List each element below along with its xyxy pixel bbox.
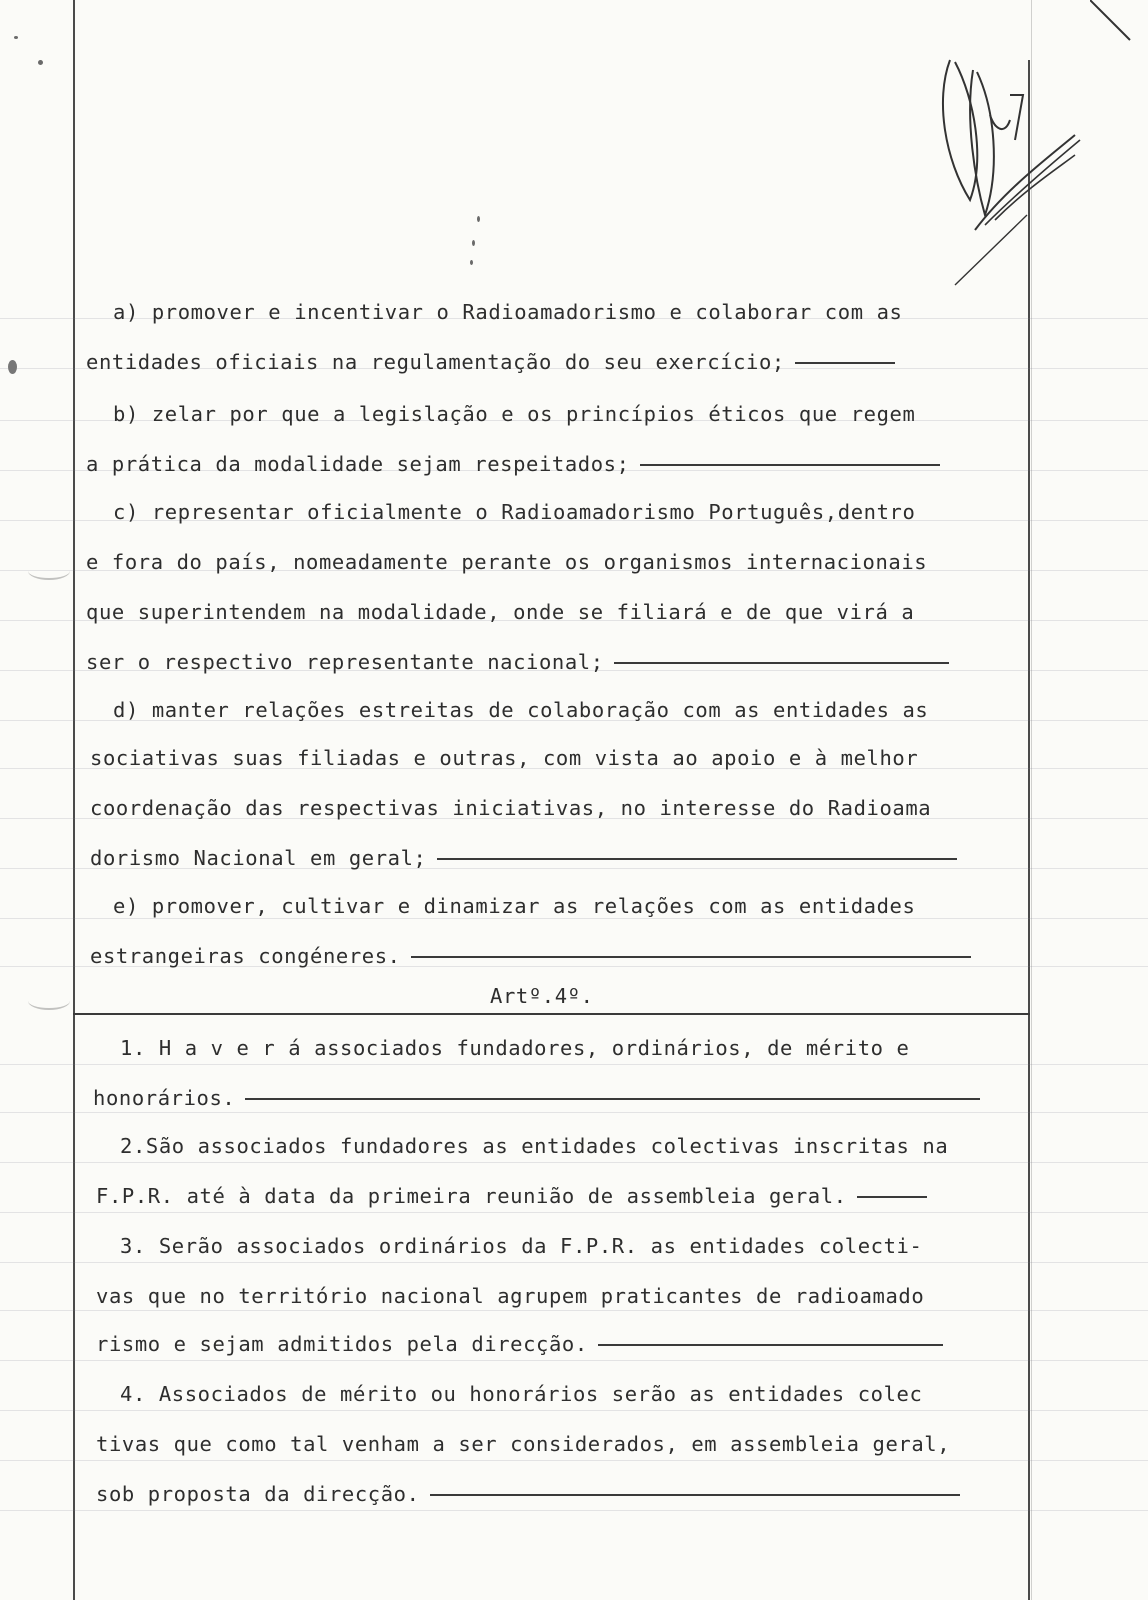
paper-rule xyxy=(0,1460,1148,1461)
paper-speck xyxy=(472,240,475,246)
handwritten-signature xyxy=(915,40,1100,290)
paper-rule xyxy=(0,1064,1148,1065)
paragraph-3-line-1: 3. Serão associados ordinários da F.P.R. as entidades colecti- xyxy=(120,1234,923,1258)
paper-speck xyxy=(14,36,18,39)
paragraph-2-line-2: F.P.R. até à data da primeira reunião de assembleia geral. xyxy=(96,1184,927,1208)
paper-rule xyxy=(0,918,1148,919)
clause-d-line-3: coordenação das respectivas iniciativas, no interesse do Radioama xyxy=(90,796,932,820)
paper-rule xyxy=(0,1310,1148,1311)
clause-a-line-2: entidades oficiais na regulamentação do seu exercício; xyxy=(86,350,895,374)
clause-d-line-1: d) manter relações estreitas de colaboração com as entidades as xyxy=(113,698,929,722)
clause-e-line-1: e) promover, cultivar e dinamizar as relações com as entidades xyxy=(113,894,916,918)
paragraph-1-line-2: honorários. xyxy=(93,1086,980,1110)
clause-d-line-4: dorismo Nacional em geral; xyxy=(90,846,957,870)
paper-speck xyxy=(38,60,43,65)
clause-d-line-2: sociativas suas filiadas e outras, com vista ao apoio e à melhor xyxy=(90,746,919,770)
clause-c-line-1: c) representar oficialmente o Radioamadorismo Português,dentro xyxy=(113,500,916,524)
paper-speck xyxy=(8,360,17,374)
paper-rule xyxy=(0,1112,1148,1113)
paragraph-4-line-1: 4. Associados de mérito ou honorários serão as entidades colec xyxy=(120,1382,923,1406)
clause-a-line-1: a) promover e incentivar o Radioamadorismo e colaborar com as xyxy=(113,300,903,324)
punch-hole-mark xyxy=(28,562,70,580)
paper-rule xyxy=(0,1360,1148,1361)
clause-c-line-3: que superintendem na modalidade, onde se filiará e de que virá a xyxy=(86,600,915,624)
paper-rule xyxy=(0,1510,1148,1511)
paragraph-4-line-3: sob proposta da direcção. xyxy=(96,1482,960,1506)
clause-b-line-1: b) zelar por que a legislação e os princípios éticos que regem xyxy=(113,402,916,426)
article-heading-rule xyxy=(73,1013,1030,1015)
paragraph-2-line-1: 2.São associados fundadores as entidades colectivas inscritas na xyxy=(120,1134,949,1158)
corner-stroke xyxy=(1090,0,1148,45)
paper-rule xyxy=(0,1262,1148,1263)
paper-speck xyxy=(470,260,473,265)
clause-c-line-2: e fora do país, nomeadamente perante os organismos internacionais xyxy=(86,550,928,574)
article-heading: Artº.4º. xyxy=(490,984,594,1008)
clause-e-line-2: estrangeiras congéneres. xyxy=(90,944,971,968)
paper-speck xyxy=(477,216,480,222)
paragraph-4-line-2: tivas que como tal venham a ser considerados, em assembleia geral, xyxy=(96,1432,951,1456)
paragraph-1-line-1: 1. H a v e r á associados fundadores, ordinários, de mérito e xyxy=(120,1036,910,1060)
clause-c-line-4: ser o respectivo representante nacional; xyxy=(86,650,949,674)
paper-rule xyxy=(0,1410,1148,1411)
paragraph-3-line-3: rismo e sejam admitidos pela direcção. xyxy=(96,1332,943,1356)
punch-hole-mark xyxy=(28,992,70,1010)
clause-b-line-2: a prática da modalidade sejam respeitados; xyxy=(86,452,940,476)
right-margin-line xyxy=(1028,60,1030,1600)
paper-rule xyxy=(0,1162,1148,1163)
paper-rule xyxy=(0,1212,1148,1213)
paragraph-3-line-2: vas que no território nacional agrupem praticantes de radioamado xyxy=(96,1284,925,1308)
